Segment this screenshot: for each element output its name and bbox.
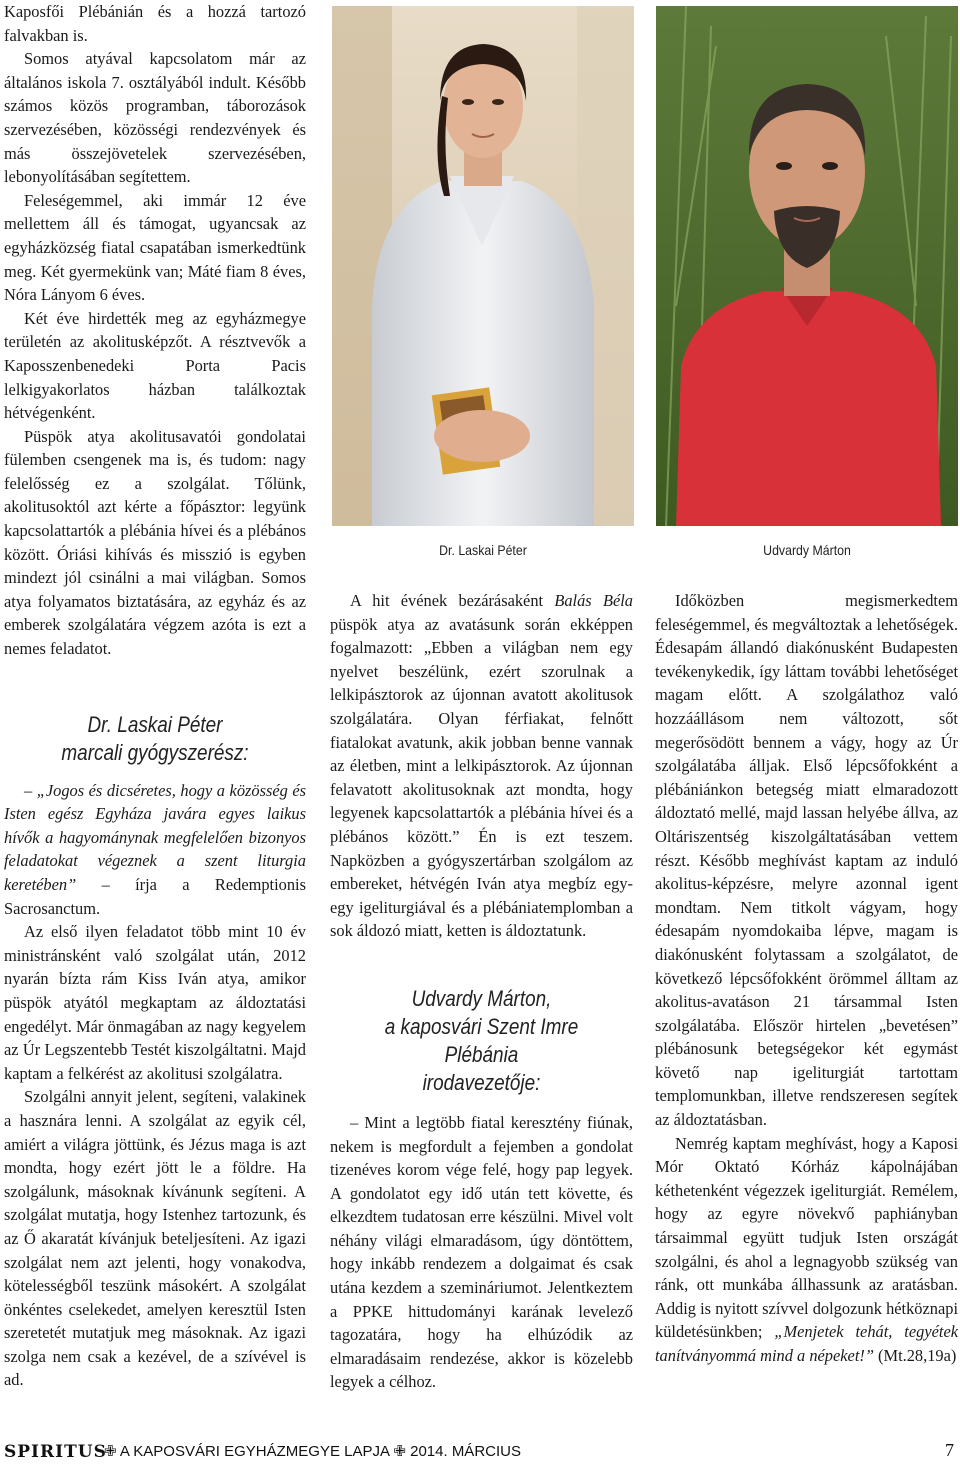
- column-2: [330, 589, 633, 1394]
- person-name: Balás Béla: [554, 591, 633, 610]
- interview-heading: [351, 985, 612, 1097]
- column-3: [655, 589, 958, 1368]
- paragraph: [655, 1132, 958, 1368]
- footer-title: [104, 1442, 521, 1460]
- page-footer: [0, 1440, 960, 1464]
- cross-icon: ✙: [393, 1443, 406, 1460]
- column-1: [4, 0, 306, 1392]
- bible-reference: (Mt.28,19a): [873, 1346, 957, 1365]
- publication-title: A KAPOSVÁRI EGYHÁZMEGYE LAPJA: [119, 1443, 390, 1460]
- page-number: 7: [945, 1440, 954, 1460]
- bible-quote: „Menjetek tehát, tegyétek tanítványommá mind a népeket!”: [655, 1322, 958, 1365]
- paragraph: Két éve hirdették meg az egyházmegye területén az akolitusképzőt. A résztvevők a Kaposszenbenedeki Porta Pacis lelkigyakorlatos házban találkoztak hétvégenként.: [4, 308, 306, 423]
- quote-source: – írja a Redemptionis Sacrosanctum.: [4, 875, 306, 918]
- text-span: püspök atya az avatásunk során ekképpen fogalmazott: „Ebben a világban nem egy nyelvet beszélünk, ezért szorulnak a lelkipásztorok az újonnan avatott akolitusok szolgálatára. Olyan férfiakat, felnőtt fiatalokat avatunk, akik jobban benne vannak az életben, mint a lelkipásztorok. Az újonnan felavatott akolitusoknak azt mondta, hogy legyenek kapcsolattartók a plébánia hívei és a plébános között.” Én is ezt teszem. Napközben a gyógyszertárban szolgálom az embereket, hétvégén Iván atya megbíz egy-egy igeliturgiával és a plébániatemplomban a sok áldozó miatt, ketten is áldoztatunk.: [330, 614, 633, 941]
- interview-heading: [25, 711, 285, 767]
- issue-date: 2014. MÁRCIUS: [410, 1443, 521, 1460]
- photo-udvardy-marton: [656, 6, 958, 526]
- heading-role: a kaposvári Szent Imre Plébánia: [384, 1013, 579, 1067]
- logo-text: SPIRITUS: [4, 1442, 107, 1462]
- heading-name: Dr. Laskai Péter: [87, 711, 223, 737]
- paragraph: Somos atyával kapcsolatom már az általános iskola 7. osztályából indult. Később számos közös programban, táborozások szervezésében, közösségi rendezvények és más összejövetelek szervezésében, lebonyolításában segítettem.: [4, 49, 306, 187]
- paragraph: Szolgálni annyit jelent, segíteni, valakinek a hasznára lenni. A szolgálat az egyik cél, amiért a világra jöttünk, és Jézus maga is azt mondta, hogy ezért jött le a földre. Ha szolgálunk, másoknak kívánunk segíteni. A szolgálat mutatja, hogy Istenhez tartozunk, és az Ő akaratát kívánjuk beteljesíteni. Az igazi szolgálat nem azt jelenti, hogy vonakodva, kötelességből teszünk másokért. A szolgálat önkéntes cselekedet, amelyen keresztül Isten szeretetét mutatjuk meg másoknak. Az igazi szolga nem csak a kezével, de a szívével is ad.: [4, 1087, 306, 1390]
- paragraph: Feleségemmel, aki immár 12 éve mellettem áll és támogat, ugyancsak az egyházközség fiatal csapatában ismerkedtünk meg. Két gyermekünk van; Máté fiam 8 éves, Nóra Lányom 6 éves.: [4, 190, 306, 305]
- quote-text: „Jogos és dicséretes, hogy a közösség és Isten egész Egyháza javára egyes laikus hívők a hagyománynak megfelelően bizonyos feladatokat végeznek a szent liturgia keretében”: [4, 780, 307, 894]
- quote-paragraph: [4, 779, 306, 921]
- quote-dash: –: [24, 780, 37, 800]
- paragraph: Az első ilyen feladatot több mint 10 év ministránsként való szolgálat után, 2012 nyarán bízta rám Kiss Iván atya, amikor püspök atyától megkaptam az áldoztatási engedélyt. Már önmagában az nagy kegyelem az Úr Legszentebb Testét kiszolgáltatni. Majd kaptam a felkérést az akolitusi szolgálatra.: [4, 922, 306, 1083]
- photo-caption: Dr. Laskai Péter: [439, 542, 527, 558]
- paragraph: [330, 589, 633, 943]
- paragraph: Időközben megismerkedtem feleségemmel, és megváltoztak a lehetőségek. Édesapám állandó diakónusként Budapesten tevékenykedik, így láttam további lehetőséget magam előtt. A szolgálathoz való hozzáállásom nem változott, sőt megerősödött bennem a vágy, hogy az Úr szolgálatába álljak. Első lépcsőfokként a plébániánkon betegség miatt elmaradozott áldoztató mellé, majd lassan helyébe állva, az Oltáriszentség kiszolgáltatásában vettem részt. Később meghívást kaptam az induló akolitus-képzésre, melyre azonnal igent mondtam. Nem titkolt vágyam, hogy édesapám nyomdokaiba lépve, magam is diakónusként folytassam a szolgálatot, de következő lépcsőfokként örömmel álltam az akolitus-avatáson 21 társammal Isten szolgálatába. Először hirtelen „bevetésen” plébánosunk betegségekor két egymást követő nap igeliturgiát tartottam templomunkban, illetve rendszeresen segítek az áldoztatásban.: [655, 591, 958, 1130]
- magazine-logo: [4, 1442, 107, 1462]
- heading-name: Udvardy Márton,: [411, 985, 552, 1011]
- text-span: A hit évének bezárásaként: [350, 591, 555, 610]
- photo-laskai-peter: [332, 6, 634, 526]
- heading-role: irodavezetője:: [422, 1069, 541, 1095]
- paragraph: Kaposfői Plébánián és a hozzá tartozó falvakban is.: [4, 2, 306, 45]
- heading-role: marcali gyógyszerész:: [61, 739, 249, 765]
- paragraph: – Mint a legtöbb fiatal keresztény fiúnak, nekem is megfordult a fejemben a gondolat tizenéves korom vége felé, hogy pap legyek. A gondolatot egy idő után tett követte, és elkezdtem tudatosan erre készülni. Mivel volt néhány világi elmaradásom, úgy döntöttem, hogy inkább rendezem a dolgaimat és csak utána kezdem a szemináriumot. Jelentkeztem a PPKE hittudományi karának levelező tagozatára, hogy ha elhúzódik az elmaradásaim rendezése, akkor is közelebb legyek a célhoz.: [330, 1112, 633, 1392]
- text-span: Nemrég kaptam meghívást, hogy a Kaposi Mór Oktató Kórház kápolnájában kéthetenként végezzek igeliturgiát. Remélem, hogy az egyre növekvő paphiányban társaimmal együtt tudjuk Isten országát szolgálni, és ahol a legnagyobb szükség van ránk, ott munkába állhassunk az aratásban. Addig is nyitott szívvel dolgozunk hétköznapi küldetésünkben;: [655, 1133, 958, 1342]
- photo-caption: Udvardy Márton: [763, 542, 851, 558]
- paragraph: Püspök atya akolitusavatói gondolatai fülemben csengenek ma is, és tudom: nagy felelősség ez a szolgálat. Tőlünk, akolitusoktól azt kérte a főpásztor: legyünk kapcsolattartók a plébánia hívei és a plébános között. Óriási kihívás és misszió is egyben mindezt jól csinálni a mai világban. Somos atya folyamatos biztatására, az egyház és az emberek szolgálatára végzem azóta is ezt a nemes feladatot.: [4, 426, 306, 659]
- cross-icon: ✙: [104, 1443, 117, 1460]
